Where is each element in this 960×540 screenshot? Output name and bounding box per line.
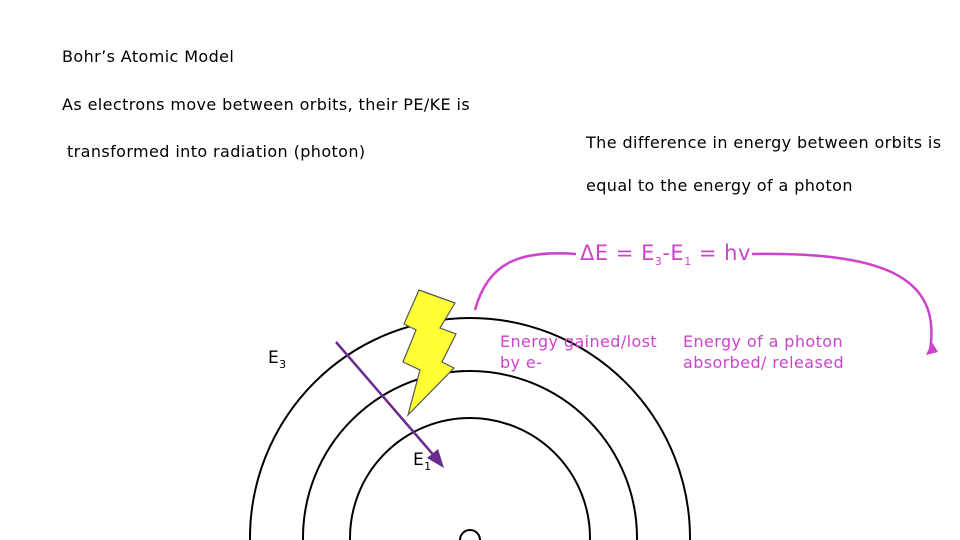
orbit-outer — [250, 318, 690, 540]
photon-label-2: absorbed/ released — [683, 353, 844, 372]
intro-line-1: As electrons move between orbits, their PE/KE is — [62, 95, 471, 114]
pink-arrowhead — [926, 342, 938, 355]
orbit-inner — [350, 418, 590, 540]
energy-gained-label-2: by e- — [500, 353, 543, 372]
e3-label — [268, 348, 287, 371]
e3-sub: 3 — [279, 358, 287, 371]
nucleus — [460, 530, 480, 540]
pink-arc-left — [475, 253, 576, 310]
lightning-bolt-icon — [403, 290, 456, 415]
equation-delta: ΔE = E — [580, 241, 655, 265]
right-line-1: The difference in energy between orbits is — [586, 133, 942, 152]
right-line-2: equal to the energy of a photon — [586, 176, 853, 195]
e1-main: E — [413, 450, 425, 470]
e1-sub: 1 — [424, 460, 432, 473]
photon-label-1: Energy of a photon — [683, 332, 843, 351]
equation-rest: = hv — [691, 241, 751, 265]
e3-main: E — [268, 348, 280, 368]
equation-sub-1: 1 — [684, 255, 692, 268]
equation-sub-3: 3 — [654, 255, 663, 268]
energy-gained-label-1: Energy gained/lost — [500, 332, 658, 351]
slide-title: Bohr’s Atomic Model — [62, 47, 235, 66]
e1-label — [413, 450, 432, 473]
energy-equation — [580, 241, 751, 268]
intro-line-2: transformed into radiation (photon) — [67, 142, 366, 161]
equation-minus: -E — [662, 241, 685, 265]
